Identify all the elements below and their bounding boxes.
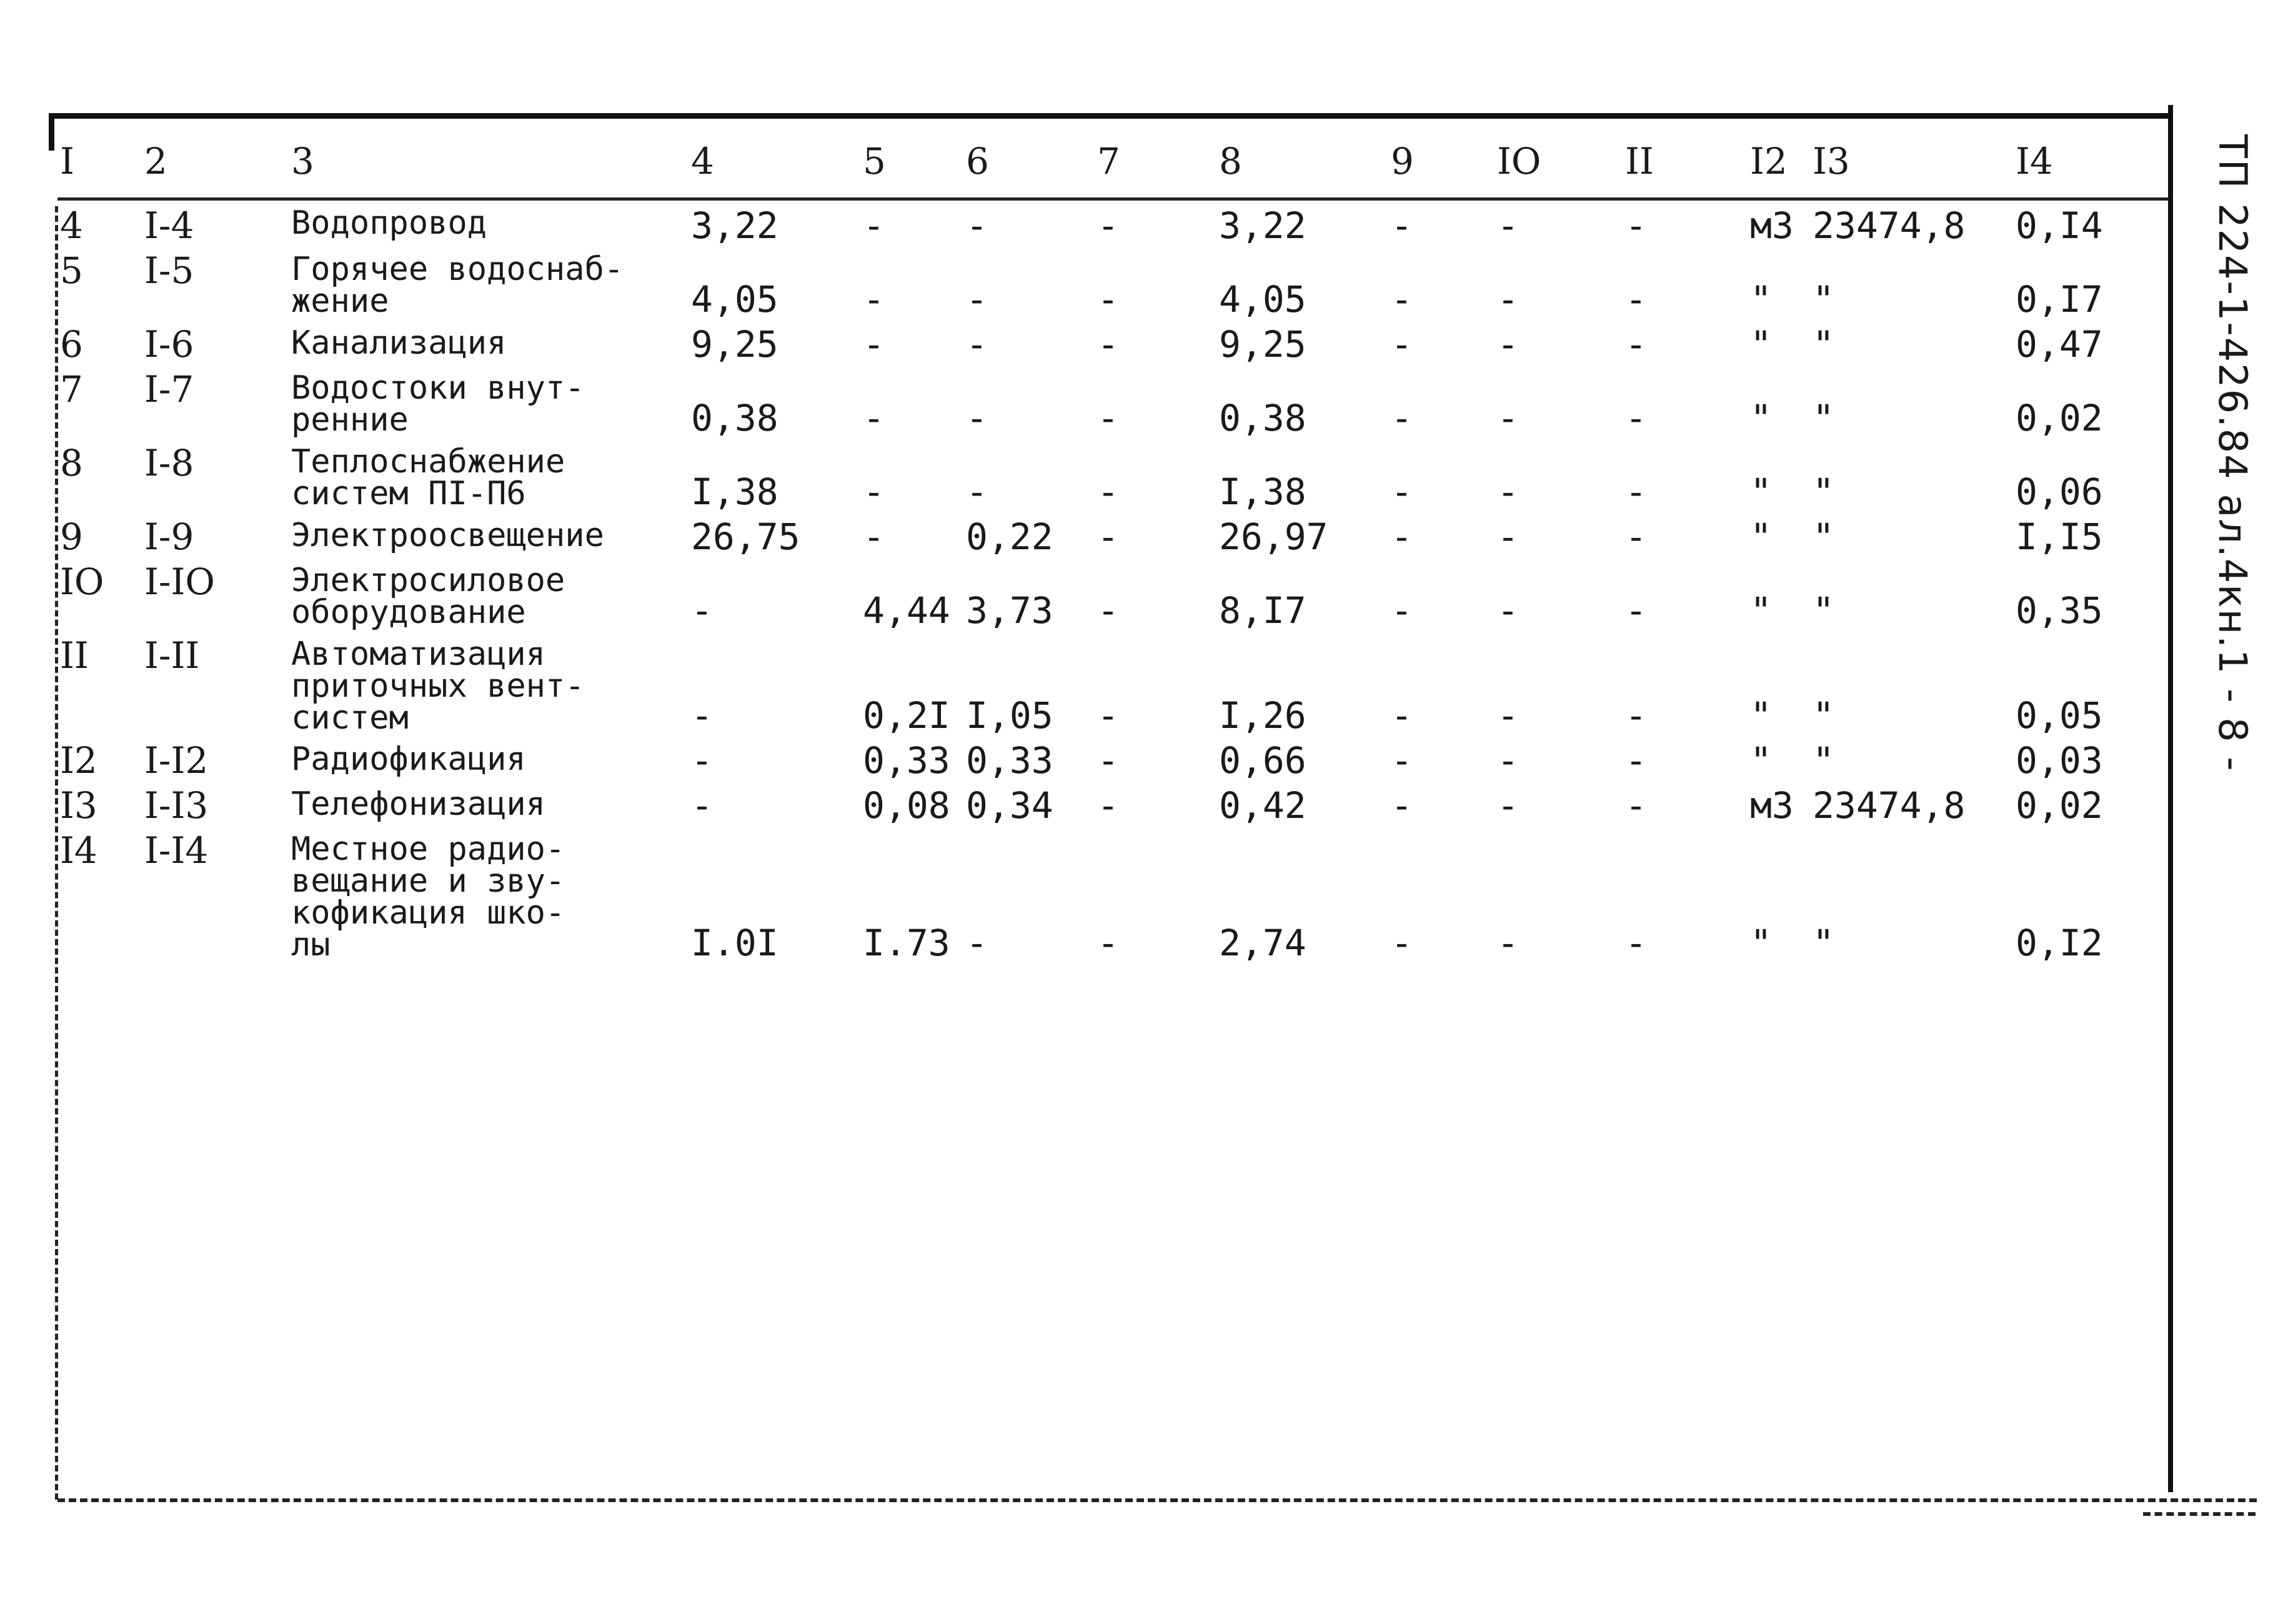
value-col-7: - — [1097, 922, 1119, 965]
value-col-9: - — [1391, 204, 1413, 247]
value-col-11: - — [1625, 396, 1647, 439]
value-col-11: - — [1625, 589, 1647, 632]
value-col-7: - — [1097, 396, 1119, 439]
row-number: 6 — [60, 322, 83, 366]
item-name-line: оборудование — [291, 593, 526, 631]
value-col-4: I.0I — [691, 922, 778, 965]
item-name — [291, 637, 691, 743]
value-col-7: - — [1097, 694, 1119, 737]
column-header-1: I — [60, 140, 74, 182]
value-col-5: - — [863, 204, 885, 247]
value-col-6: 0,34 — [966, 784, 1053, 827]
item-name — [291, 742, 691, 787]
quantity: 23474,8 — [1813, 784, 1966, 827]
row-number: I3 — [60, 784, 97, 827]
value-col-6: 0,22 — [966, 515, 1053, 558]
item-name-line: Водостоки внут- — [291, 369, 585, 407]
item-code: I-IO — [144, 560, 215, 603]
value-col-4: 9,25 — [691, 322, 778, 366]
value-col-6: I,05 — [966, 694, 1053, 737]
value-col-5: - — [863, 396, 885, 439]
value-col-10: - — [1497, 277, 1519, 321]
value-col-5: - — [863, 515, 885, 558]
unit: " — [1750, 694, 1772, 737]
item-name — [291, 561, 691, 637]
quantity: " — [1813, 739, 1834, 782]
item-name-line: ренние — [291, 401, 409, 439]
value-col-7: - — [1097, 470, 1119, 513]
table-row — [60, 326, 2159, 371]
value-col-11: - — [1625, 204, 1647, 247]
table-body — [60, 197, 2159, 970]
unit: " — [1750, 396, 1772, 439]
value-col-9: - — [1391, 515, 1413, 558]
item-name-line: Местное радио- — [291, 830, 565, 869]
column-header-4: 4 — [691, 140, 714, 182]
item-name-line: систем ПI-П6 — [291, 474, 526, 512]
row-number: 8 — [60, 441, 83, 484]
value-col-14: 0,I7 — [2016, 277, 2103, 321]
quantity: " — [1813, 277, 1834, 321]
item-name-line: Теплоснабжение — [291, 442, 565, 481]
frame-left-rule — [55, 206, 58, 1500]
value-col-7: - — [1097, 515, 1119, 558]
column-header-11: II — [1625, 140, 1654, 182]
item-name-line: систем — [291, 699, 409, 737]
item-code: I-II — [144, 634, 200, 677]
value-col-9: - — [1391, 784, 1413, 827]
estimate-table — [60, 125, 2159, 970]
value-col-14: 0,I4 — [2016, 204, 2103, 247]
value-col-8: 0,38 — [1219, 396, 1306, 439]
item-code: I-I4 — [144, 829, 209, 872]
value-col-8: I,38 — [1219, 470, 1306, 513]
value-col-7: - — [1097, 739, 1119, 782]
unit: " — [1750, 739, 1772, 782]
value-col-10: - — [1497, 515, 1519, 558]
table-row — [60, 742, 2159, 787]
column-header-10: IO — [1497, 140, 1541, 182]
item-name-line: кофикация шко- — [291, 894, 565, 932]
table-row — [60, 252, 2159, 326]
value-col-14: 0,05 — [2016, 694, 2103, 737]
value-col-14: I,I5 — [2016, 515, 2103, 558]
value-col-11: - — [1625, 922, 1647, 965]
value-col-6: - — [966, 204, 988, 247]
value-col-5: 0,2I — [863, 694, 950, 737]
value-col-14: 0,02 — [2016, 396, 2103, 439]
quantity: " — [1813, 470, 1834, 513]
value-col-8: I,26 — [1219, 694, 1306, 737]
value-col-5: 4,44 — [863, 589, 950, 632]
row-number: I4 — [60, 829, 97, 872]
column-header-5: 5 — [863, 140, 886, 182]
value-col-5: - — [863, 322, 885, 366]
unit: " — [1750, 515, 1772, 558]
item-name — [291, 516, 691, 564]
value-col-11: - — [1625, 739, 1647, 782]
value-col-6: - — [966, 396, 988, 439]
value-col-10: - — [1497, 739, 1519, 782]
table-row — [60, 787, 2159, 832]
value-col-6: 3,73 — [966, 589, 1053, 632]
value-col-9: - — [1391, 322, 1413, 366]
value-col-6: - — [966, 470, 988, 513]
value-col-5: I.73 — [863, 922, 950, 965]
table-row — [60, 519, 2159, 564]
item-name-line: жение — [291, 282, 389, 320]
column-header-9: 9 — [1391, 140, 1414, 182]
value-col-11: - — [1625, 470, 1647, 513]
item-code: I-8 — [144, 441, 194, 484]
value-col-11: - — [1625, 277, 1647, 321]
value-col-4: - — [691, 694, 713, 737]
unit: м3 — [1750, 204, 1794, 247]
item-name — [291, 252, 691, 326]
value-col-11: - — [1625, 784, 1647, 827]
row-number: 9 — [60, 515, 83, 558]
item-name-line: Горячее водоснаб- — [291, 251, 624, 288]
item-name-line: Автоматизация — [291, 635, 545, 673]
value-col-10: - — [1497, 204, 1519, 247]
value-col-11: - — [1625, 322, 1647, 366]
value-col-10: - — [1497, 589, 1519, 632]
row-number: I2 — [60, 739, 97, 782]
side-stamp — [2168, 134, 2288, 847]
quantity: " — [1813, 396, 1834, 439]
item-name — [291, 442, 691, 519]
value-col-4: 0,38 — [691, 396, 778, 439]
item-name-line: Канализация — [291, 324, 507, 362]
value-col-6: - — [966, 277, 988, 321]
value-col-7: - — [1097, 589, 1119, 632]
table-row — [60, 371, 2159, 445]
value-col-9: - — [1391, 694, 1413, 737]
value-col-10: - — [1497, 470, 1519, 513]
value-col-14: 0,I2 — [2016, 922, 2103, 965]
value-col-9: - — [1391, 277, 1413, 321]
value-col-11: - — [1625, 515, 1647, 558]
value-col-14: 0,35 — [2016, 589, 2103, 632]
table-row — [60, 832, 2159, 970]
table-row — [60, 637, 2159, 743]
row-number: IO — [60, 560, 104, 603]
quantity: " — [1813, 589, 1834, 632]
column-header-14: I4 — [2016, 140, 2053, 182]
column-header-3: 3 — [291, 140, 314, 182]
item-code: I-6 — [144, 322, 194, 366]
row-number: 7 — [60, 367, 83, 411]
quantity: 23474,8 — [1813, 204, 1966, 247]
column-header-12: I2 — [1750, 140, 1788, 182]
value-col-8: 0,66 — [1219, 739, 1306, 782]
item-name-line: Электроосвещение — [291, 516, 604, 554]
item-name-line: Телефонизация — [291, 785, 545, 824]
item-name — [291, 832, 691, 970]
value-col-8: 9,25 — [1219, 322, 1306, 366]
column-header-2: 2 — [144, 140, 167, 182]
value-col-4: 26,75 — [691, 515, 800, 558]
value-col-10: - — [1497, 922, 1519, 965]
column-header-13: I3 — [1813, 140, 1850, 182]
item-name-line: Электросиловое — [291, 561, 565, 599]
item-name — [291, 787, 691, 832]
value-col-7: - — [1097, 322, 1119, 366]
value-col-7: - — [1097, 204, 1119, 247]
value-col-8: 0,42 — [1219, 784, 1306, 827]
value-col-5: - — [863, 470, 885, 513]
frame-corner-tick — [49, 113, 54, 151]
frame-bottom-rule — [57, 1498, 2257, 1502]
quantity: " — [1813, 922, 1834, 965]
value-col-9: - — [1391, 922, 1413, 965]
unit: " — [1750, 277, 1772, 321]
frame-bottom-rule-tail — [2143, 1512, 2256, 1516]
value-col-6: 0,33 — [966, 739, 1053, 782]
row-number: 4 — [60, 204, 83, 247]
value-col-5: 0,33 — [863, 739, 950, 782]
value-col-5: - — [863, 277, 885, 321]
value-col-7: - — [1097, 784, 1119, 827]
item-code: I-I2 — [144, 739, 209, 782]
row-number: II — [60, 634, 89, 677]
unit: " — [1750, 470, 1772, 513]
frame-top-rule — [49, 113, 2173, 119]
value-col-7: - — [1097, 277, 1119, 321]
quantity: " — [1813, 322, 1834, 366]
value-col-14: 0,06 — [2016, 470, 2103, 513]
table-row — [60, 197, 2159, 252]
value-col-8: 8,I7 — [1219, 589, 1306, 632]
value-col-4: 3,22 — [691, 204, 778, 247]
value-col-10: - — [1497, 694, 1519, 737]
stamp-text: ТП 224-1-426.84 ал.4кн.1 - 8 - — [2210, 134, 2256, 772]
item-code: I-9 — [144, 515, 194, 558]
value-col-10: - — [1497, 322, 1519, 366]
value-col-8: 26,97 — [1219, 515, 1328, 558]
unit: " — [1750, 589, 1772, 632]
value-col-14: 0,03 — [2016, 739, 2103, 782]
row-number: 5 — [60, 249, 83, 292]
value-col-9: - — [1391, 739, 1413, 782]
quantity: " — [1813, 694, 1834, 737]
value-col-9: - — [1391, 470, 1413, 513]
item-name-line: лы — [291, 926, 331, 964]
item-name-line: приточных вент- — [291, 667, 585, 705]
item-code: I-I3 — [144, 784, 209, 827]
item-code: I-5 — [144, 249, 194, 292]
value-col-4: - — [691, 589, 713, 632]
item-name-line: Водопровод — [291, 204, 487, 242]
item-name-line: вещание и зву- — [291, 862, 565, 900]
value-col-14: 0,02 — [2016, 784, 2103, 827]
value-col-6: - — [966, 322, 988, 366]
value-col-5: 0,08 — [863, 784, 950, 827]
value-col-6: - — [966, 922, 988, 965]
value-col-8: 3,22 — [1219, 204, 1306, 247]
unit: " — [1750, 322, 1772, 366]
value-col-8: 2,74 — [1219, 922, 1306, 965]
column-header-6: 6 — [966, 140, 989, 182]
value-col-4: I,38 — [691, 470, 778, 513]
column-header-8: 8 — [1219, 140, 1242, 182]
unit: м3 — [1750, 784, 1794, 827]
table-row — [60, 445, 2159, 519]
value-col-11: - — [1625, 694, 1647, 737]
value-col-9: - — [1391, 589, 1413, 632]
quantity: " — [1813, 515, 1834, 558]
item-name — [291, 371, 691, 445]
table-row — [60, 564, 2159, 637]
value-col-9: - — [1391, 396, 1413, 439]
value-col-4: - — [691, 739, 713, 782]
value-col-4: 4,05 — [691, 277, 778, 321]
column-header-7: 7 — [1097, 140, 1120, 182]
item-code: I-4 — [144, 204, 194, 247]
item-name — [291, 197, 691, 252]
value-col-14: 0,47 — [2016, 322, 2103, 366]
unit: " — [1750, 922, 1772, 965]
item-name-line: Радиофикация — [291, 740, 526, 779]
value-col-10: - — [1497, 396, 1519, 439]
item-code: I-7 — [144, 367, 194, 411]
header-row — [60, 125, 2159, 197]
value-col-4: - — [691, 784, 713, 827]
item-name — [291, 326, 691, 371]
value-col-10: - — [1497, 784, 1519, 827]
value-col-8: 4,05 — [1219, 277, 1306, 321]
